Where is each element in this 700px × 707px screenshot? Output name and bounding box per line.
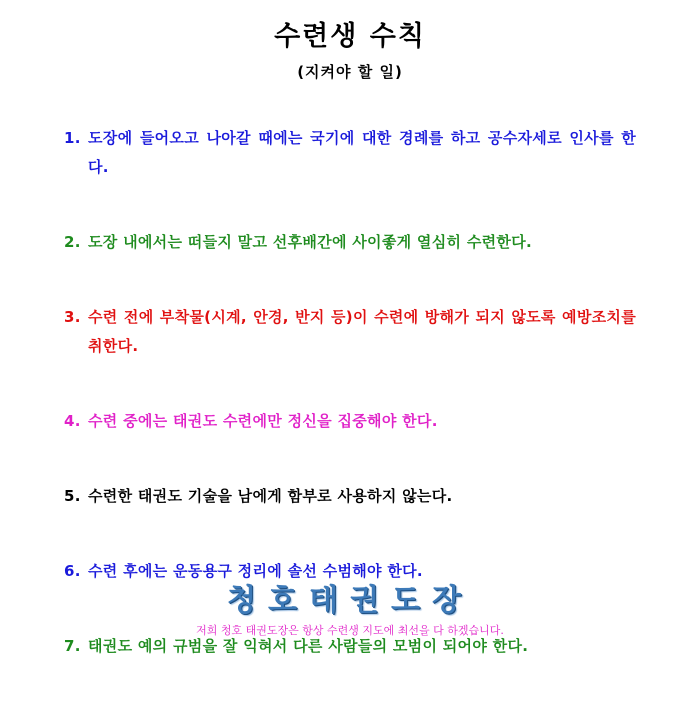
rule-item-3: [64, 303, 636, 361]
rules-list: [64, 124, 636, 707]
rule-number: 6.: [64, 562, 81, 580]
page-subtitle: (지켜야 할 일): [297, 63, 403, 81]
rule-text: 수련한 태권도 기술을 남에게 함부로 사용하지 않는다.: [88, 487, 453, 505]
rule-item-2: [64, 228, 636, 257]
rule-number: 2.: [64, 233, 81, 251]
rule-text: 수련 중에는 태권도 수련에만 정신을 집중해야 한다.: [88, 412, 438, 430]
academy-slogan: 저희 청호 태권도장은 항상 수련생 지도에 최선을 다 하겠습니다.: [196, 624, 504, 637]
rule-number: 4.: [64, 412, 81, 430]
rule-item-4: [64, 407, 636, 436]
rule-item-1: [64, 124, 636, 182]
rule-text: 도장 내에서는 떠들지 말고 선후배간에 사이좋게 열심히 수련한다.: [88, 233, 532, 251]
rule-text: 수련 후에는 운동용구 정리에 솔선 수범해야 한다.: [88, 562, 423, 580]
rule-number: 1.: [64, 129, 81, 147]
rule-item-5: [64, 482, 636, 511]
rule-number: 7.: [64, 637, 81, 655]
academy-name: 청호태권도장: [227, 583, 473, 618]
rule-text: 수련 전에 부착물(시계, 안경, 반지 등)이 수련에 방해가 되지 않도록 예방조치를 취한다.: [88, 308, 636, 355]
page-title: 수련생 수칙: [274, 21, 426, 52]
rule-text: 도장에 들어오고 나아갈 때에는 국기에 대한 경례를 하고 공수자세로 인사를 한다.: [88, 129, 636, 176]
rule-text: 태권도 예의 규범을 잘 익혀서 다른 사람들의 모범이 되어야 한다.: [88, 637, 529, 655]
rule-number: 3.: [64, 308, 81, 326]
rule-number: 5.: [64, 487, 81, 505]
